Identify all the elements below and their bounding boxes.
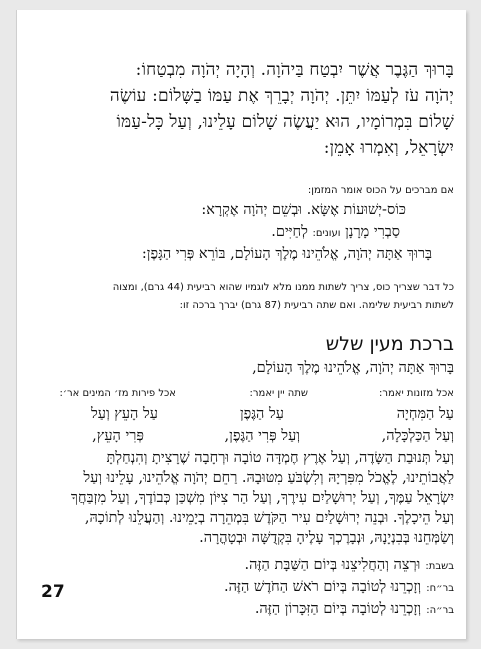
addition-rosh-chodesh xyxy=(224,576,454,596)
addition-rosh-hashana-label: בר״ה: xyxy=(426,605,454,616)
col-grains-row1: עַל הַמִּחְיָה xyxy=(396,406,454,422)
note-line-1: כל דבר שצריך כוס, צריך לשתות ממנו מלא לוגמיו שהוא רביעית (44 גרם), ומצוה xyxy=(112,282,454,293)
addition-rosh-chodesh-text: וְזָכְרֵנוּ לְטוֹבָה בְּיוֹם רֹאשׁ הַחֹדֶשׁ הַזֶּה. xyxy=(223,579,422,595)
body-line-5: וְשַׂמְּחֵנוּ בְּבִנְיָנָהּ, וּנְבָרֶכְךָ עָלֶיהָ בִּקְדֻשָּׁה וּבְטָהֳרָה. xyxy=(199,530,454,546)
page-number: 27 xyxy=(41,582,65,602)
body-line-3: יִשְׂרָאֵל עַמֶּךָ, וְעַל יְרוּשָׁלַיִם עִירֶךָ, וְעַל הַר צִיּוֹן מִשְׁכַּן כְּבוֹדֶךָ, וְעַל מִזְבַּחֲךָ xyxy=(70,490,454,506)
col-header-grains: אכל מזונות יאמר: xyxy=(378,388,454,399)
intro-line-2: יְהֹוָה עֹז לְעַמּוֹ יִתֵּן. יְהֹוָה יְבָרֵךְ אֶת עַמּוֹ בַשָּׁלוֹם: עוֹשֶׂה xyxy=(109,86,454,106)
col-wine-row2: וְעַל פְּרִי הַגֶּפֶן, xyxy=(224,428,300,444)
savri-line xyxy=(271,224,400,241)
addition-rosh-chodesh-label: בר״ח: xyxy=(426,583,454,594)
cup-line: כּוֹס-יְשׁוּעוֹת אֶשָּׂא. וּבְשֵׁם יְהֹוָה אֶקְרָא: xyxy=(201,202,406,218)
col-fruits-row1: עַל הָעֵץ וְעַל xyxy=(90,406,158,422)
addition-shabbat-text: וּרְצֵה וְהַחֲלִיצֵנוּ בְּיוֹם הַשַּׁבָּת הַזֶּה. xyxy=(244,557,421,573)
col-header-fruits: אכל פירות מז׳ המינים אר׳: xyxy=(59,388,176,399)
col-wine-row1: עַל הַגֶּפֶן xyxy=(239,406,284,422)
addition-shabbat-label: בשבת: xyxy=(425,561,454,572)
section-title: ברכת מעין שלש xyxy=(325,333,454,355)
body-line-2: לַאֲבוֹתֵינוּ, לֶאֱכֹל מִפִּרְיָהּ וְלִשְׂבֹּעַ מִטּוּבָהּ. רַחֵם יְהֹוָה אֱלֹהֵינוּ, עָלֵינוּ וְעַל xyxy=(83,470,454,486)
cup-instruction: אם מברכים על הכוס אומר המזמן: xyxy=(307,185,454,196)
col-fruits-row2: פְּרִי הָעֵץ, xyxy=(92,428,144,444)
col-grains-row2: וְעַל הַכַּלְכָּלָה, xyxy=(381,428,454,444)
intro-line-3: שָׁלוֹם בִּמְרוֹמָיו, הוּא יַעֲשֶׂה שָׁלוֹם עָלֵינוּ, וְעַל כָּל-עַמּוֹ xyxy=(116,112,454,132)
note-line-2: לשתות רביעית שלימה. ואם שתה רביעית (87 גרם) יברך ברכה זו: xyxy=(179,300,454,311)
addition-shabbat xyxy=(245,554,454,574)
intro-line-1: בָּרוּךְ הַגֶּבֶר אֲשֶׁר יִבְטַח בַּיהֹוָה. וְהָיָה יְהֹוָה מִבְטַחוֹ: xyxy=(135,60,454,80)
blessing-line: בָּרוּךְ אַתָּה יְהֹוָה, אֱלֹהֵינוּ מֶלֶךְ הָעוֹלָם, בּוֹרֵא פְּרִי הַגָּפֶן: xyxy=(141,246,432,262)
respond-label: ועונים: xyxy=(312,228,341,239)
opening-line: בָּרוּךְ אַתָּה יְהֹוָה, אֱלֹהֵינוּ מֶלֶךְ הָעוֹלָם, xyxy=(252,360,454,376)
savri-label: סַבְרִי מָרָנָן xyxy=(345,224,400,240)
intro-line-4: יִשְׂרָאֵל, וְאִמְרוּ אָמֵן: xyxy=(323,138,454,158)
addition-rosh-hashana-text: וְזָכְרֵנוּ לְטוֹבָה בְּיוֹם הַזִּכָּרוֹן הַזֶּה. xyxy=(254,601,422,617)
body-line-4: וְעַל הֵיכָלֶךָ. וּבְנֵה יְרוּשָׁלַיִם עִיר הַקֹּדֶשׁ בִּמְהֵרָה בְיָמֵינוּ. וְהַעֲלֵנוּ לְתוֹכָהּ, xyxy=(84,510,454,526)
col-header-wine: שתה יין יאמר: xyxy=(249,388,308,399)
lechaim-text: לְחַיִּים. xyxy=(271,224,308,240)
prayer-page xyxy=(16,10,466,639)
body-line-1: וְעַל תְּנוּבַת הַשָּׂדֶה, וְעַל אֶרֶץ חֶמְדָּה טוֹבָה וּרְחָבָה שֶׁרָצִיתָ וְהִנְחַלְתָּ xyxy=(106,450,454,466)
addition-rosh-hashana xyxy=(255,598,454,618)
